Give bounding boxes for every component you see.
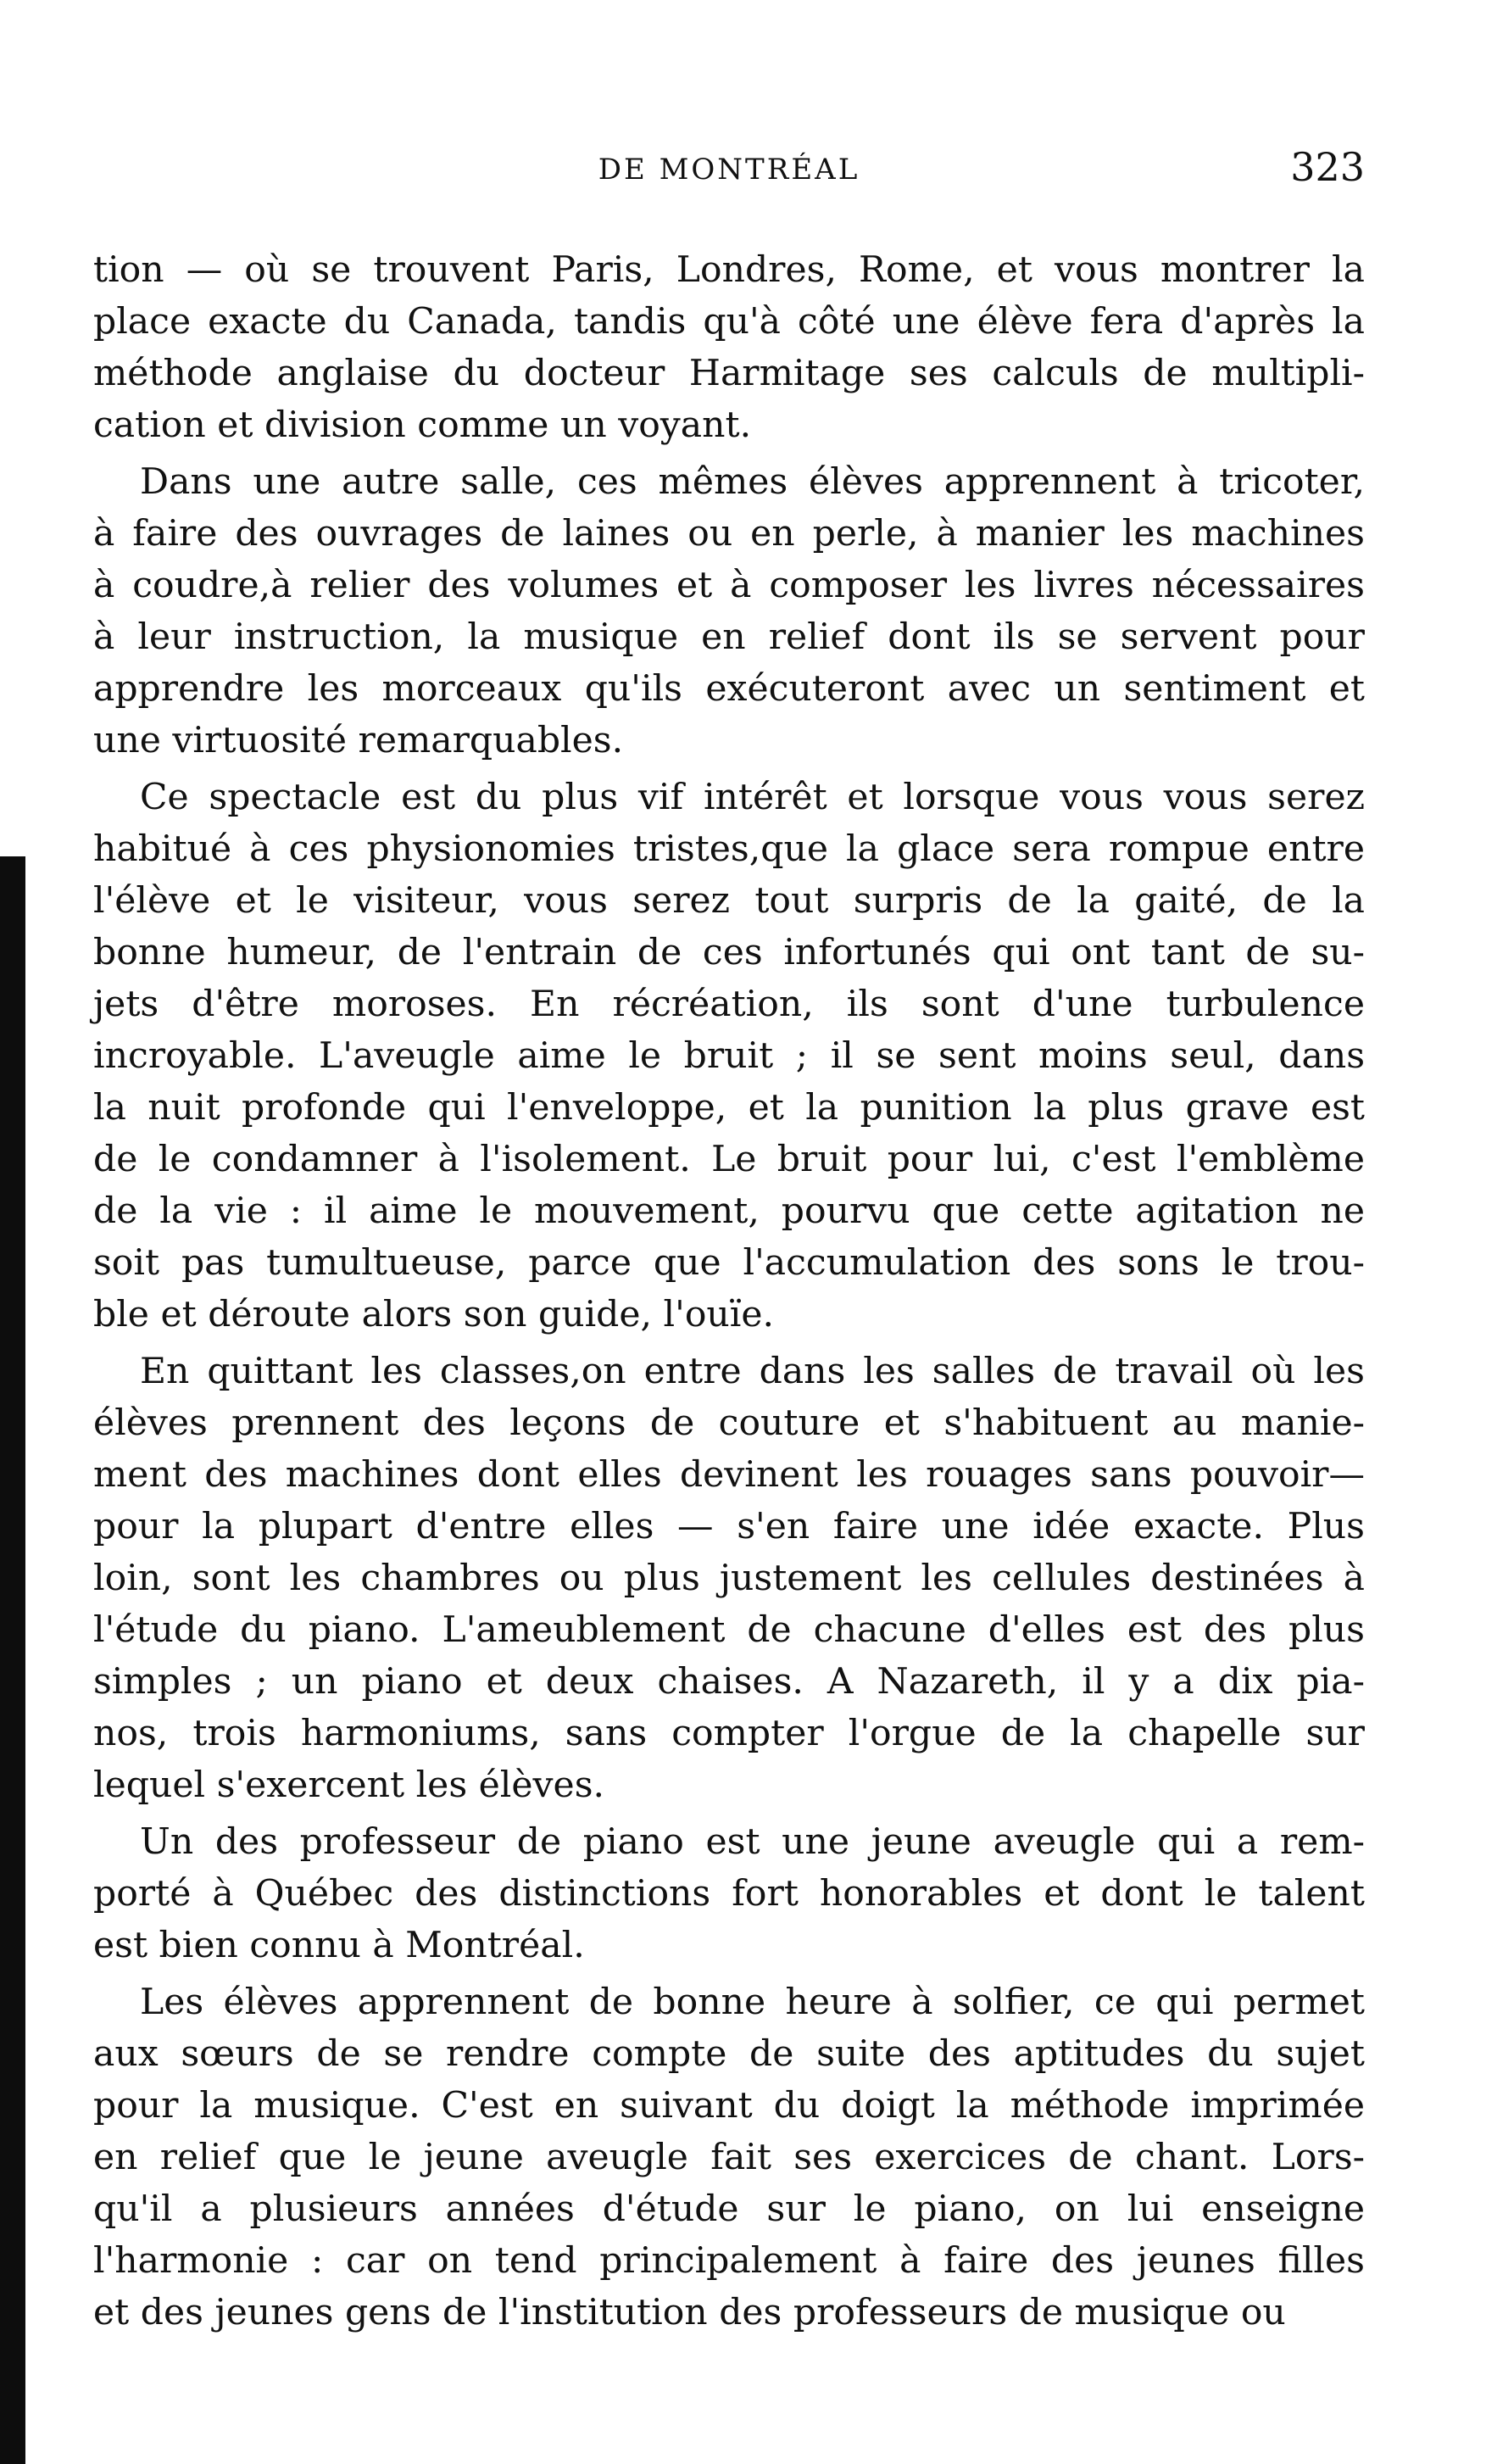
text-line: à faire des ouvrages de laines ou en perle, à manier les machines <box>93 513 1365 555</box>
text-line: simples ; un piano et deux chaises. A Nazareth, il y a dix pia- <box>93 1661 1365 1703</box>
text-line: porté à Québec des distinctions fort honorables et dont le talent <box>93 1873 1365 1915</box>
paragraph <box>93 1346 1365 1811</box>
text-line: jets d'être moroses. En récréation, ils sont d'une turbulence <box>93 984 1365 1025</box>
text-line: Ce spectacle est du plus vif intérêt et lorsque vous vous serez <box>140 777 1365 818</box>
text-line: incroyable. L'aveugle aime le bruit ; il se sent moins seul, dans <box>93 1035 1365 1077</box>
text-line: Dans une autre salle, ces mêmes élèves apprennent à tricoter, <box>140 461 1365 503</box>
page-edge-shadow <box>0 856 25 2464</box>
paragraph <box>93 456 1365 767</box>
paragraph <box>93 772 1365 1341</box>
text-line: pour la plupart d'entre elles — s'en faire une idée exacte. Plus <box>93 1506 1365 1547</box>
text-line: méthode anglaise du docteur Harmitage ses calculs de multipli- <box>93 353 1365 394</box>
text-line: apprendre les morceaux qu'ils exécuteront avec un sentiment et <box>93 668 1365 710</box>
text-line: pour la musique. C'est en suivant du doigt la méthode imprimée <box>93 2085 1365 2127</box>
text-line: de la vie : il aime le mouvement, pourvu que cette agitation ne <box>93 1190 1365 1232</box>
text-line: tion — où se trouvent Paris, Londres, Rome, et vous montrer la <box>93 249 1365 291</box>
text-line: à coudre,à relier des volumes et à composer les livres nécessaires <box>93 565 1365 606</box>
text-line: la nuit profonde qui l'enveloppe, et la punition la plus grave est <box>93 1087 1365 1129</box>
body-text <box>93 244 1365 2339</box>
page-header <box>93 144 1365 203</box>
text-line: En quittant les classes,on entre dans les salles de travail où les <box>140 1351 1365 1392</box>
text-line: Les élèves apprennent de bonne heure à solfier, ce qui permet <box>140 1982 1365 2023</box>
text-line: l'étude du piano. L'ameublement de chacune d'elles est des plus <box>93 1609 1365 1651</box>
text-line: est bien connu à Montréal. <box>93 1925 585 1966</box>
text-line: cation et division comme un voyant. <box>93 404 752 446</box>
text-line: ble et déroute alors son guide, l'ouïe. <box>93 1294 775 1335</box>
text-line: aux sœurs de se rendre compte de suite des aptitudes du sujet <box>93 2033 1365 2075</box>
text-line: l'élève et le visiteur, vous serez tout surpris de la gaité, de la <box>93 880 1365 922</box>
text-line: habitué à ces physionomies tristes,que la glace sera rompue entre <box>93 828 1365 870</box>
paragraph <box>93 244 1365 451</box>
paragraph <box>93 1976 1365 2339</box>
text-line: l'harmonie : car on tend principalement à faire des jeunes filles <box>93 2240 1365 2282</box>
text-line: loin, sont les chambres ou plus justement les cellules destinées à <box>93 1558 1365 1599</box>
text-line: bonne humeur, de l'entrain de ces infortunés qui ont tant de su- <box>93 932 1365 973</box>
book-page <box>93 144 1365 2344</box>
text-line: soit pas tumultueuse, parce que l'accumulation des sons le trou- <box>93 1242 1365 1284</box>
text-line: à leur instruction, la musique en relief dont ils se servent pour <box>93 616 1365 658</box>
text-line: en relief que le jeune aveugle fait ses exercices de chant. Lors- <box>93 2137 1365 2178</box>
text-line: une virtuosité remarquables. <box>93 720 624 761</box>
paragraph <box>93 1816 1365 1971</box>
text-line: de le condamner à l'isolement. Le bruit pour lui, c'est l'emblème <box>93 1139 1365 1180</box>
text-line: et des jeunes gens de l'institution des professeurs de musique ou <box>93 2292 1286 2333</box>
text-line: place exacte du Canada, tandis qu'à côté une élève fera d'après la <box>93 301 1365 343</box>
page-number: 323 <box>1290 144 1365 190</box>
text-line: lequel s'exercent les élèves. <box>93 1764 605 1806</box>
running-title: DE MONTRÉAL <box>598 153 860 187</box>
text-line: qu'il a plusieurs années d'étude sur le piano, on lui enseigne <box>93 2188 1365 2230</box>
text-line: élèves prennent des leçons de couture et s'habituent au manie- <box>93 1402 1365 1444</box>
text-line: Un des professeur de piano est une jeune aveugle qui a rem- <box>140 1821 1365 1863</box>
text-line: nos, trois harmoniums, sans compter l'orgue de la chapelle sur <box>93 1713 1365 1754</box>
text-line: ment des machines dont elles devinent les rouages sans pouvoir— <box>93 1454 1365 1496</box>
